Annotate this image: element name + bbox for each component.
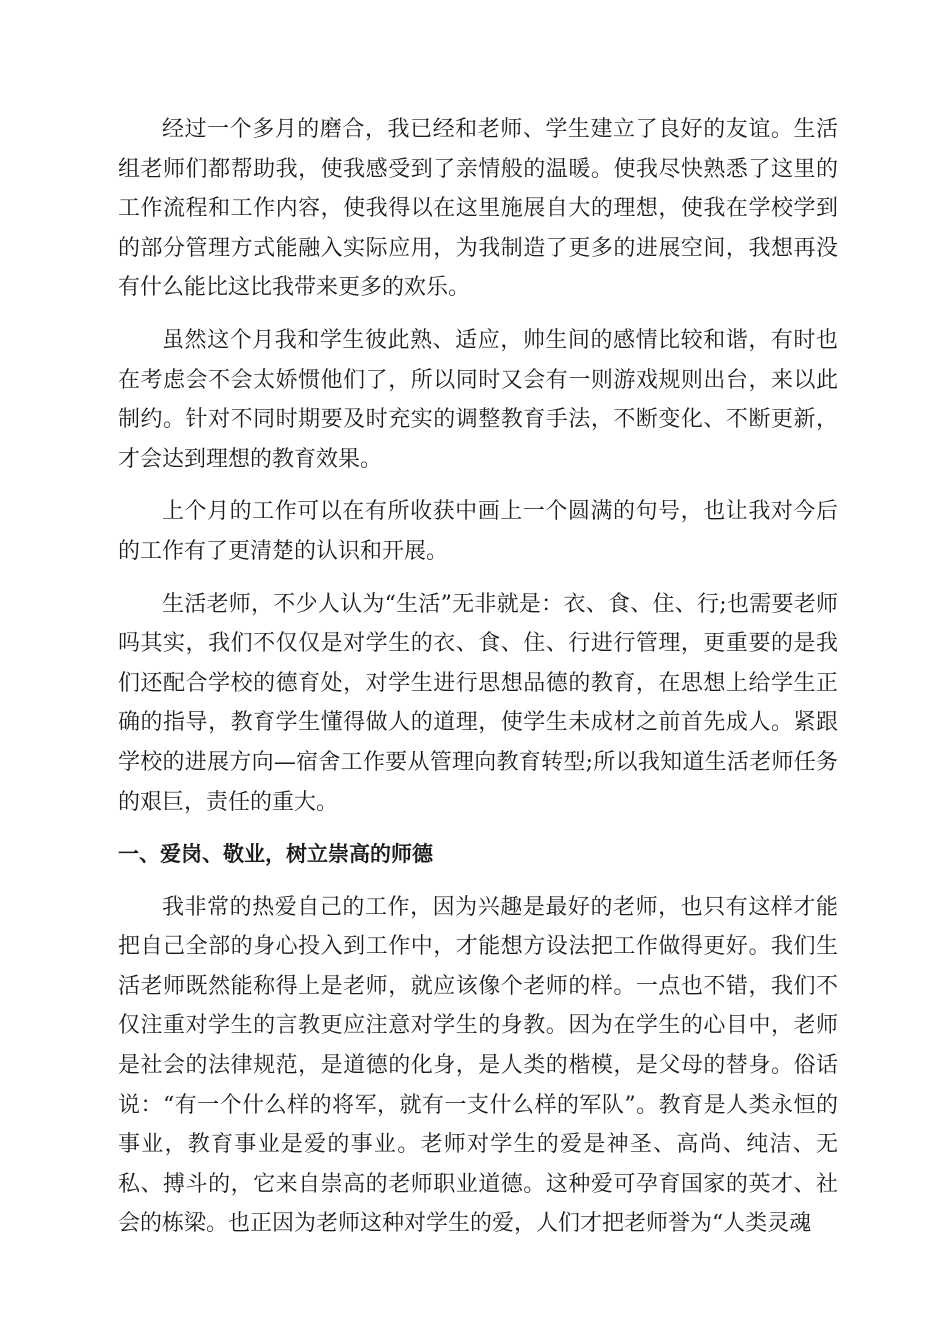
paragraph-1: 经过一个多月的磨合，我已经和老师、学生建立了良好的友谊。生活组老师们都帮助我，使我感受到了亲情般的温暖。使我尽快熟悉了这里的工作流程和工作内容，使我得以在这里施展自大的理想，使我在学校学到的部分管理方式能融入实际应用，为我制造了更多的进展空间，我想再没有什么能比这比我带来更多的欢乐。 <box>118 117 838 301</box>
document-body <box>118 110 838 1257</box>
section-heading: 一、爱岗、敬业，树立崇高的师德 <box>118 842 433 867</box>
paragraph-5: 我非常的热爱自己的工作，因为兴趣是最好的老师，也只有这样才能把自己全部的身心投入到工作中，才能想方设法把工作做得更好。我们生活老师既然能称得上是老师，就应该像个老师的样。一点也不错，我们不仅注重对学生的言教更应注意对学生的身教。因为在学生的心目中，老师是社会的法律规范，是道德的化身，是人类的楷模，是父母的替身。俗话说：“有一个什么样的将军，就有一支什么样的军队”。教育是人类永恒的事业，教育事业是爱的事业。老师对学生的爱是神圣、高尚、纯洁、无私、搏斗的，它来自崇高的老师职业道德。这种爱可孕育国家的英才、社会的栋梁。也正因为老师这种对学生的爱，人们才把老师誉为“人类灵魂 <box>118 894 838 1237</box>
paragraph-2: 虽然这个月我和学生彼此熟、适应，帅生间的感情比较和谐，有时也在考虑会不会太娇惯他们了，所以同时又会有一则游戏规则出台，来以此制约。针对不同时期要及时充实的调整教育手法，不断变化、不断更新，才会达到理想的教育效果。 <box>118 327 838 472</box>
paragraph-4: 生活老师，不少人认为“生活”无非就是：衣、食、住、行;也需要老师吗其实，我们不仅仅是对学生的衣、食、住、行进行管理，更重要的是我们还配合学校的德育处，对学生进行思想品德的教育，在思想上给学生正确的指导，教育学生懂得做人的道理，使学生未成材之前首先成人。紧跟学校的进展方向—宿舍工作要从管理向教育转型;所以我知道生活老师任务的艰巨，责任的重大。 <box>118 591 838 815</box>
paragraph-3: 上个月的工作可以在有所收获中画上一个圆满的句号，也让我对今后的工作有了更清楚的认识和开展。 <box>118 499 838 564</box>
